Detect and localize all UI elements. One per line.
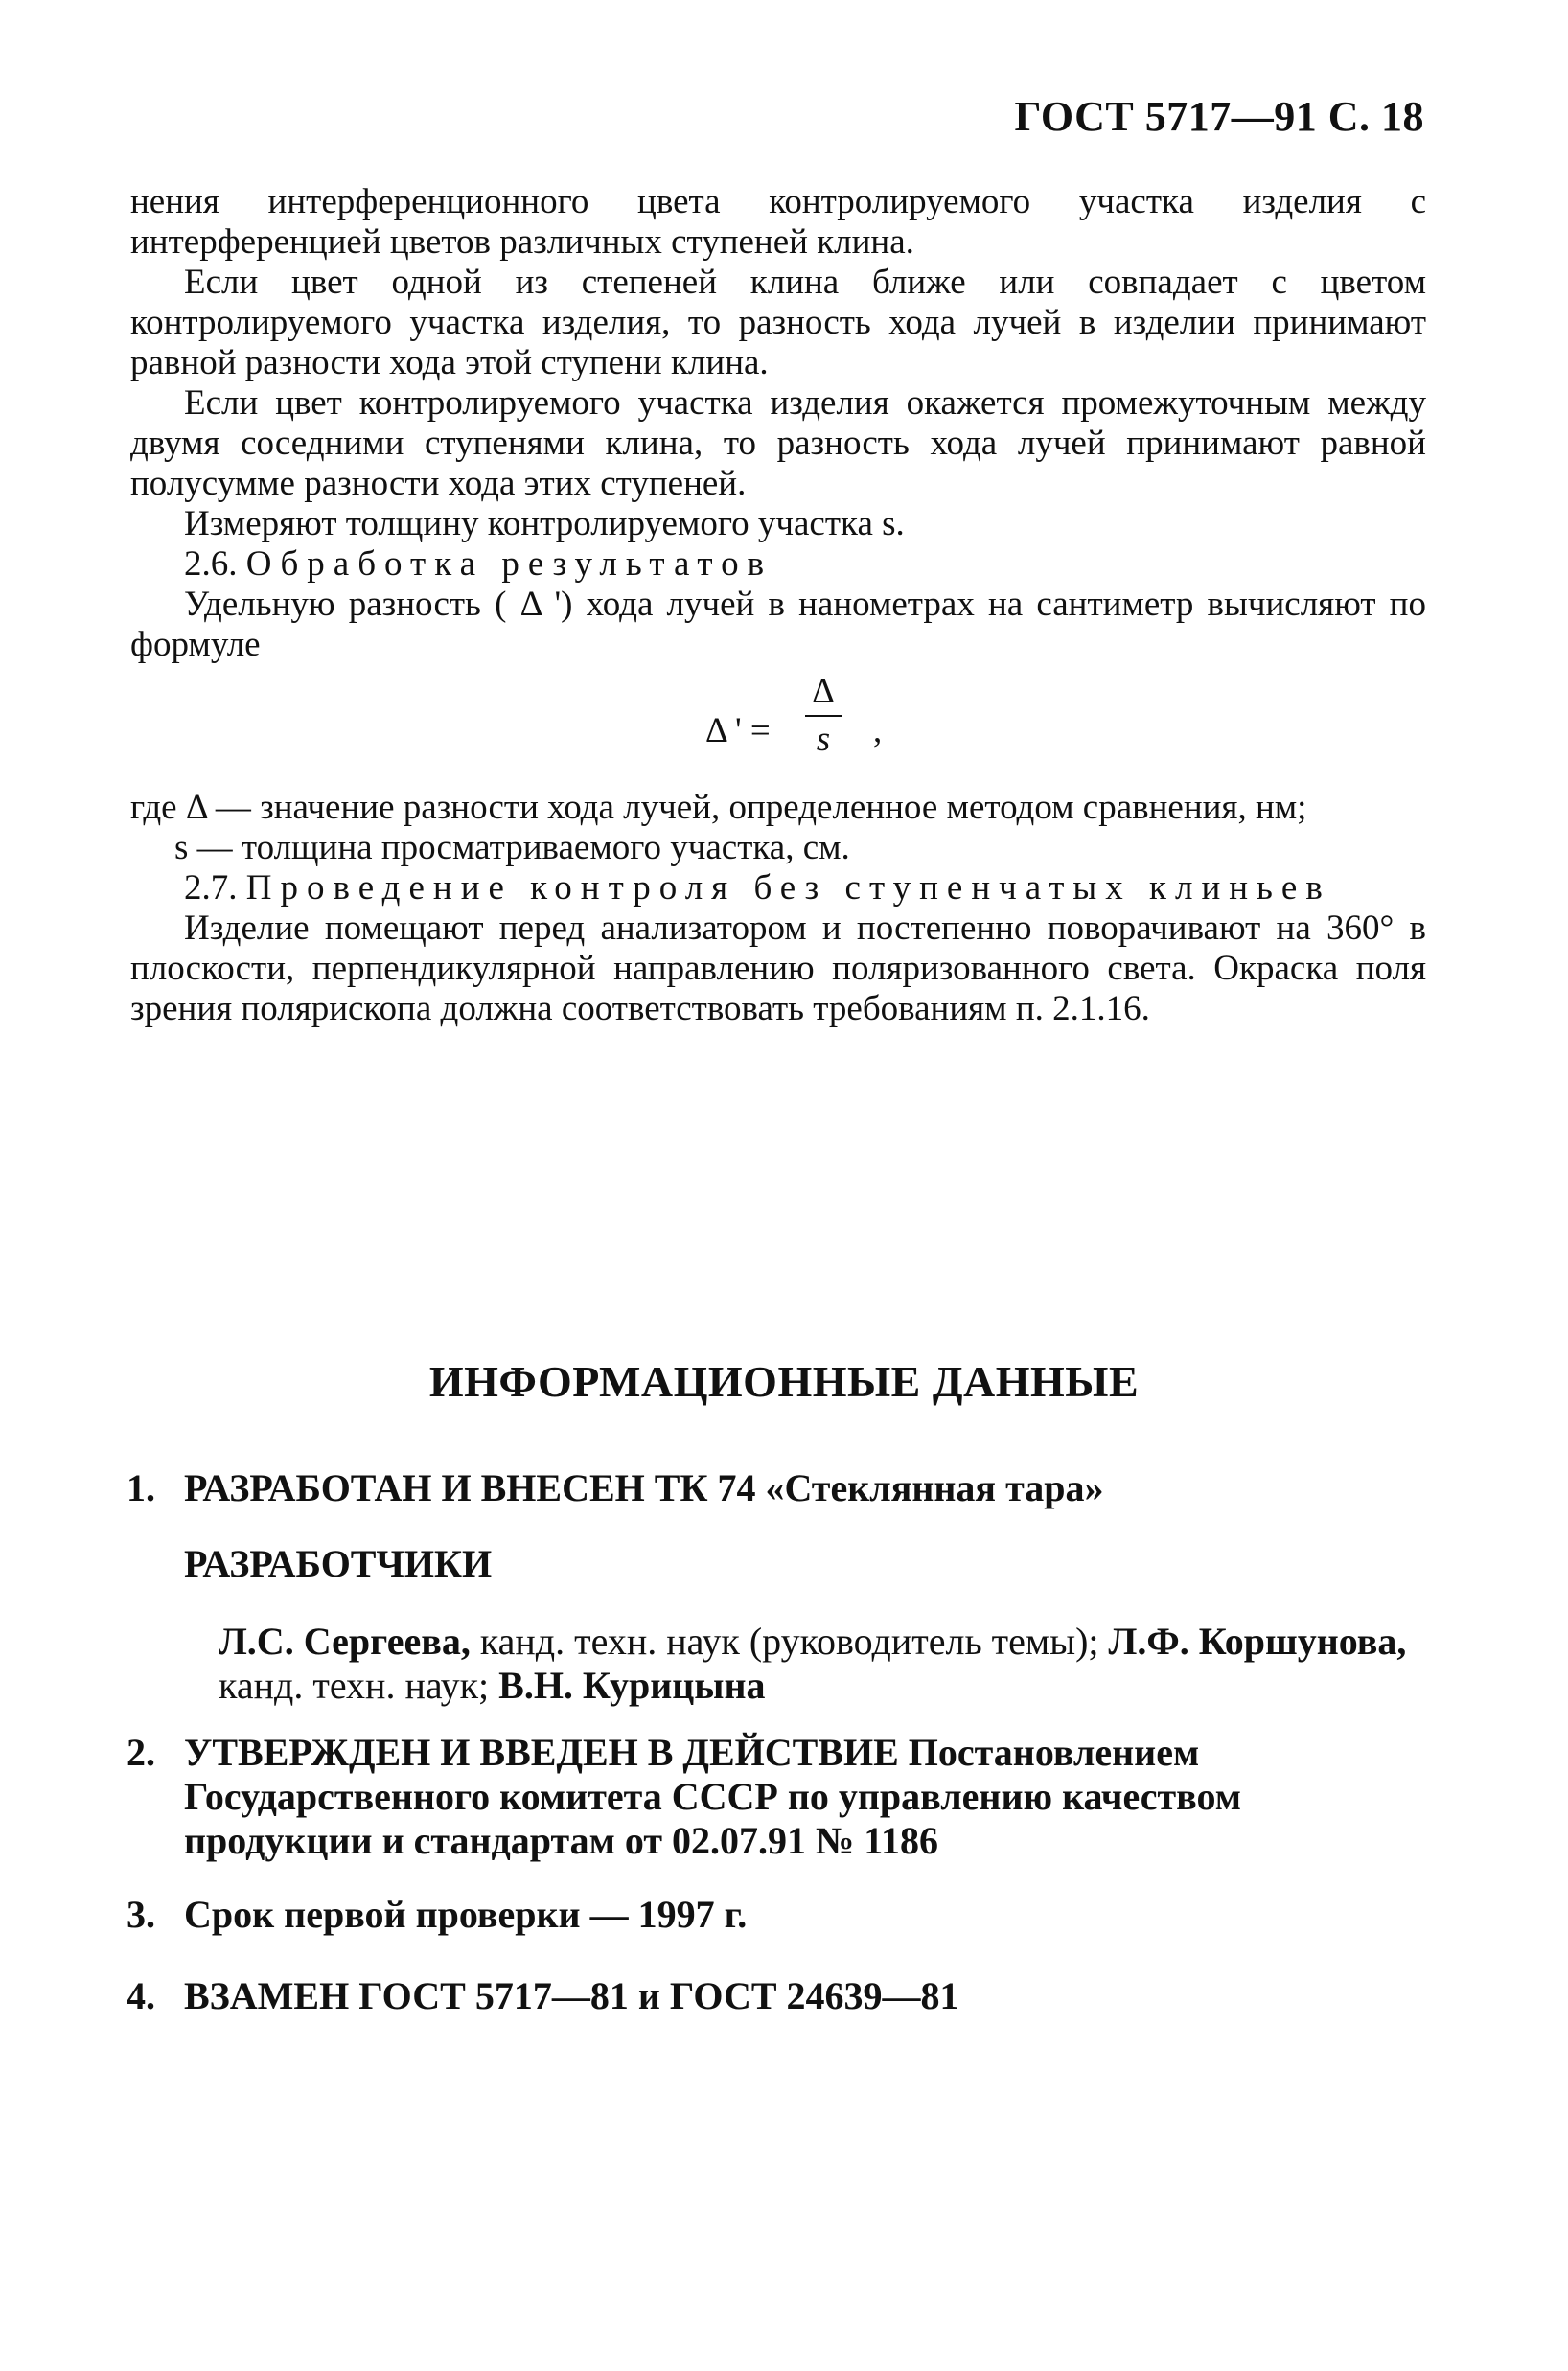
info-item-number: 1.: [127, 1466, 155, 1509]
formula-comma: ,: [873, 711, 883, 750]
developer-name: В.Н. Курицына: [498, 1664, 766, 1707]
info-item-text: УТВЕРЖДЕН И ВВЕДЕН В ДЕЙСТВИЕ Постановлением Государственного комитета СССР по управлению качеством продукции и стандартам от 02.07.91 № 1186: [184, 1731, 1241, 1862]
developers-list: [219, 1620, 1426, 1708]
page-header: ГОСТ 5717—91 С. 18: [1014, 93, 1424, 140]
formula-fraction: [799, 671, 847, 761]
info-item-text: РАЗРАБОТАН И ВНЕСЕН ТК 74 «Стеклянная тара»: [184, 1466, 1104, 1509]
info-item-text: ВЗАМЕН ГОСТ 5717—81 и ГОСТ 24639—81: [184, 1974, 959, 2017]
info-item-number: 2.: [127, 1731, 155, 1774]
developer-details: канд. техн. наук (руководитель темы);: [470, 1620, 1109, 1663]
formula-denominator: s: [816, 720, 831, 759]
developer-name: Л.С. Сергеева,: [219, 1620, 471, 1663]
section-number: 2.7.: [184, 868, 238, 908]
formula-lhs: Δ ' =: [705, 711, 771, 750]
info-title: ИНФОРМАЦИОННЫЕ ДАННЫЕ: [428, 1357, 1140, 1406]
developer-details: канд. техн. наук;: [219, 1664, 499, 1707]
developers-heading: РАЗРАБОТЧИКИ: [184, 1542, 493, 1585]
paragraph: Измеряют толщину контролируемого участка s.: [184, 504, 905, 543]
info-item-1: [127, 1466, 1426, 1510]
info-item-number: 3.: [127, 1893, 155, 1936]
paragraph-continuation: нения интерференционного цвета контролируемого участка изделия с интерференцией цветов различных ступеней клина.: [130, 182, 1426, 262]
section-number: 2.6.: [184, 544, 238, 584]
paragraph: Удельную разность ( Δ ') хода лучей в нанометрах на сантиметр вычисляют по формуле: [130, 585, 1426, 664]
body-text: [130, 182, 1426, 1029]
fraction-bar: [805, 715, 842, 717]
paragraph: Если цвет одной из степеней клина ближе или совпадает с цветом контролируемого участка изделия, то разность хода лучей в изделии принимают равной разности хода этой ступени клина.: [130, 263, 1426, 382]
formula-numerator: Δ: [812, 672, 835, 711]
section-title: Проведение контроля без ступенчатых клиньев: [245, 868, 1331, 908]
section-heading-2-6: [130, 544, 1426, 585]
paragraph: Изделие помещают перед анализатором и постепенно поворачивают на 360° в плоскости, перпендикулярной направлению поляризованного света. Окраска поля зрения полярископа должна соответствовать требованиям п. 2.1.16.: [130, 909, 1426, 1028]
info-item-3: [127, 1893, 1426, 1937]
section-heading-2-7: [130, 868, 1426, 909]
info-item-2: [127, 1731, 1426, 1863]
section-title: Обработка результатов: [245, 544, 773, 584]
developer-name: Л.Ф. Коршунова,: [1108, 1620, 1407, 1663]
paragraph: Если цвет контролируемого участка изделия окажется промежуточным между двумя соседними ступенями клина, то разность хода лучей принимают равной полусумме разности хода этих ступеней.: [130, 383, 1426, 503]
formula: [130, 665, 1426, 788]
where-line: s — толщина просматриваемого участка, см.: [174, 828, 850, 867]
info-item-4: [127, 1974, 1426, 2018]
where-line: где Δ — значение разности хода лучей, определенное методом сравнения, нм;: [130, 788, 1307, 827]
info-item-text: Срок первой проверки — 1997 г.: [184, 1893, 748, 1936]
info-item-number: 4.: [127, 1974, 155, 2017]
